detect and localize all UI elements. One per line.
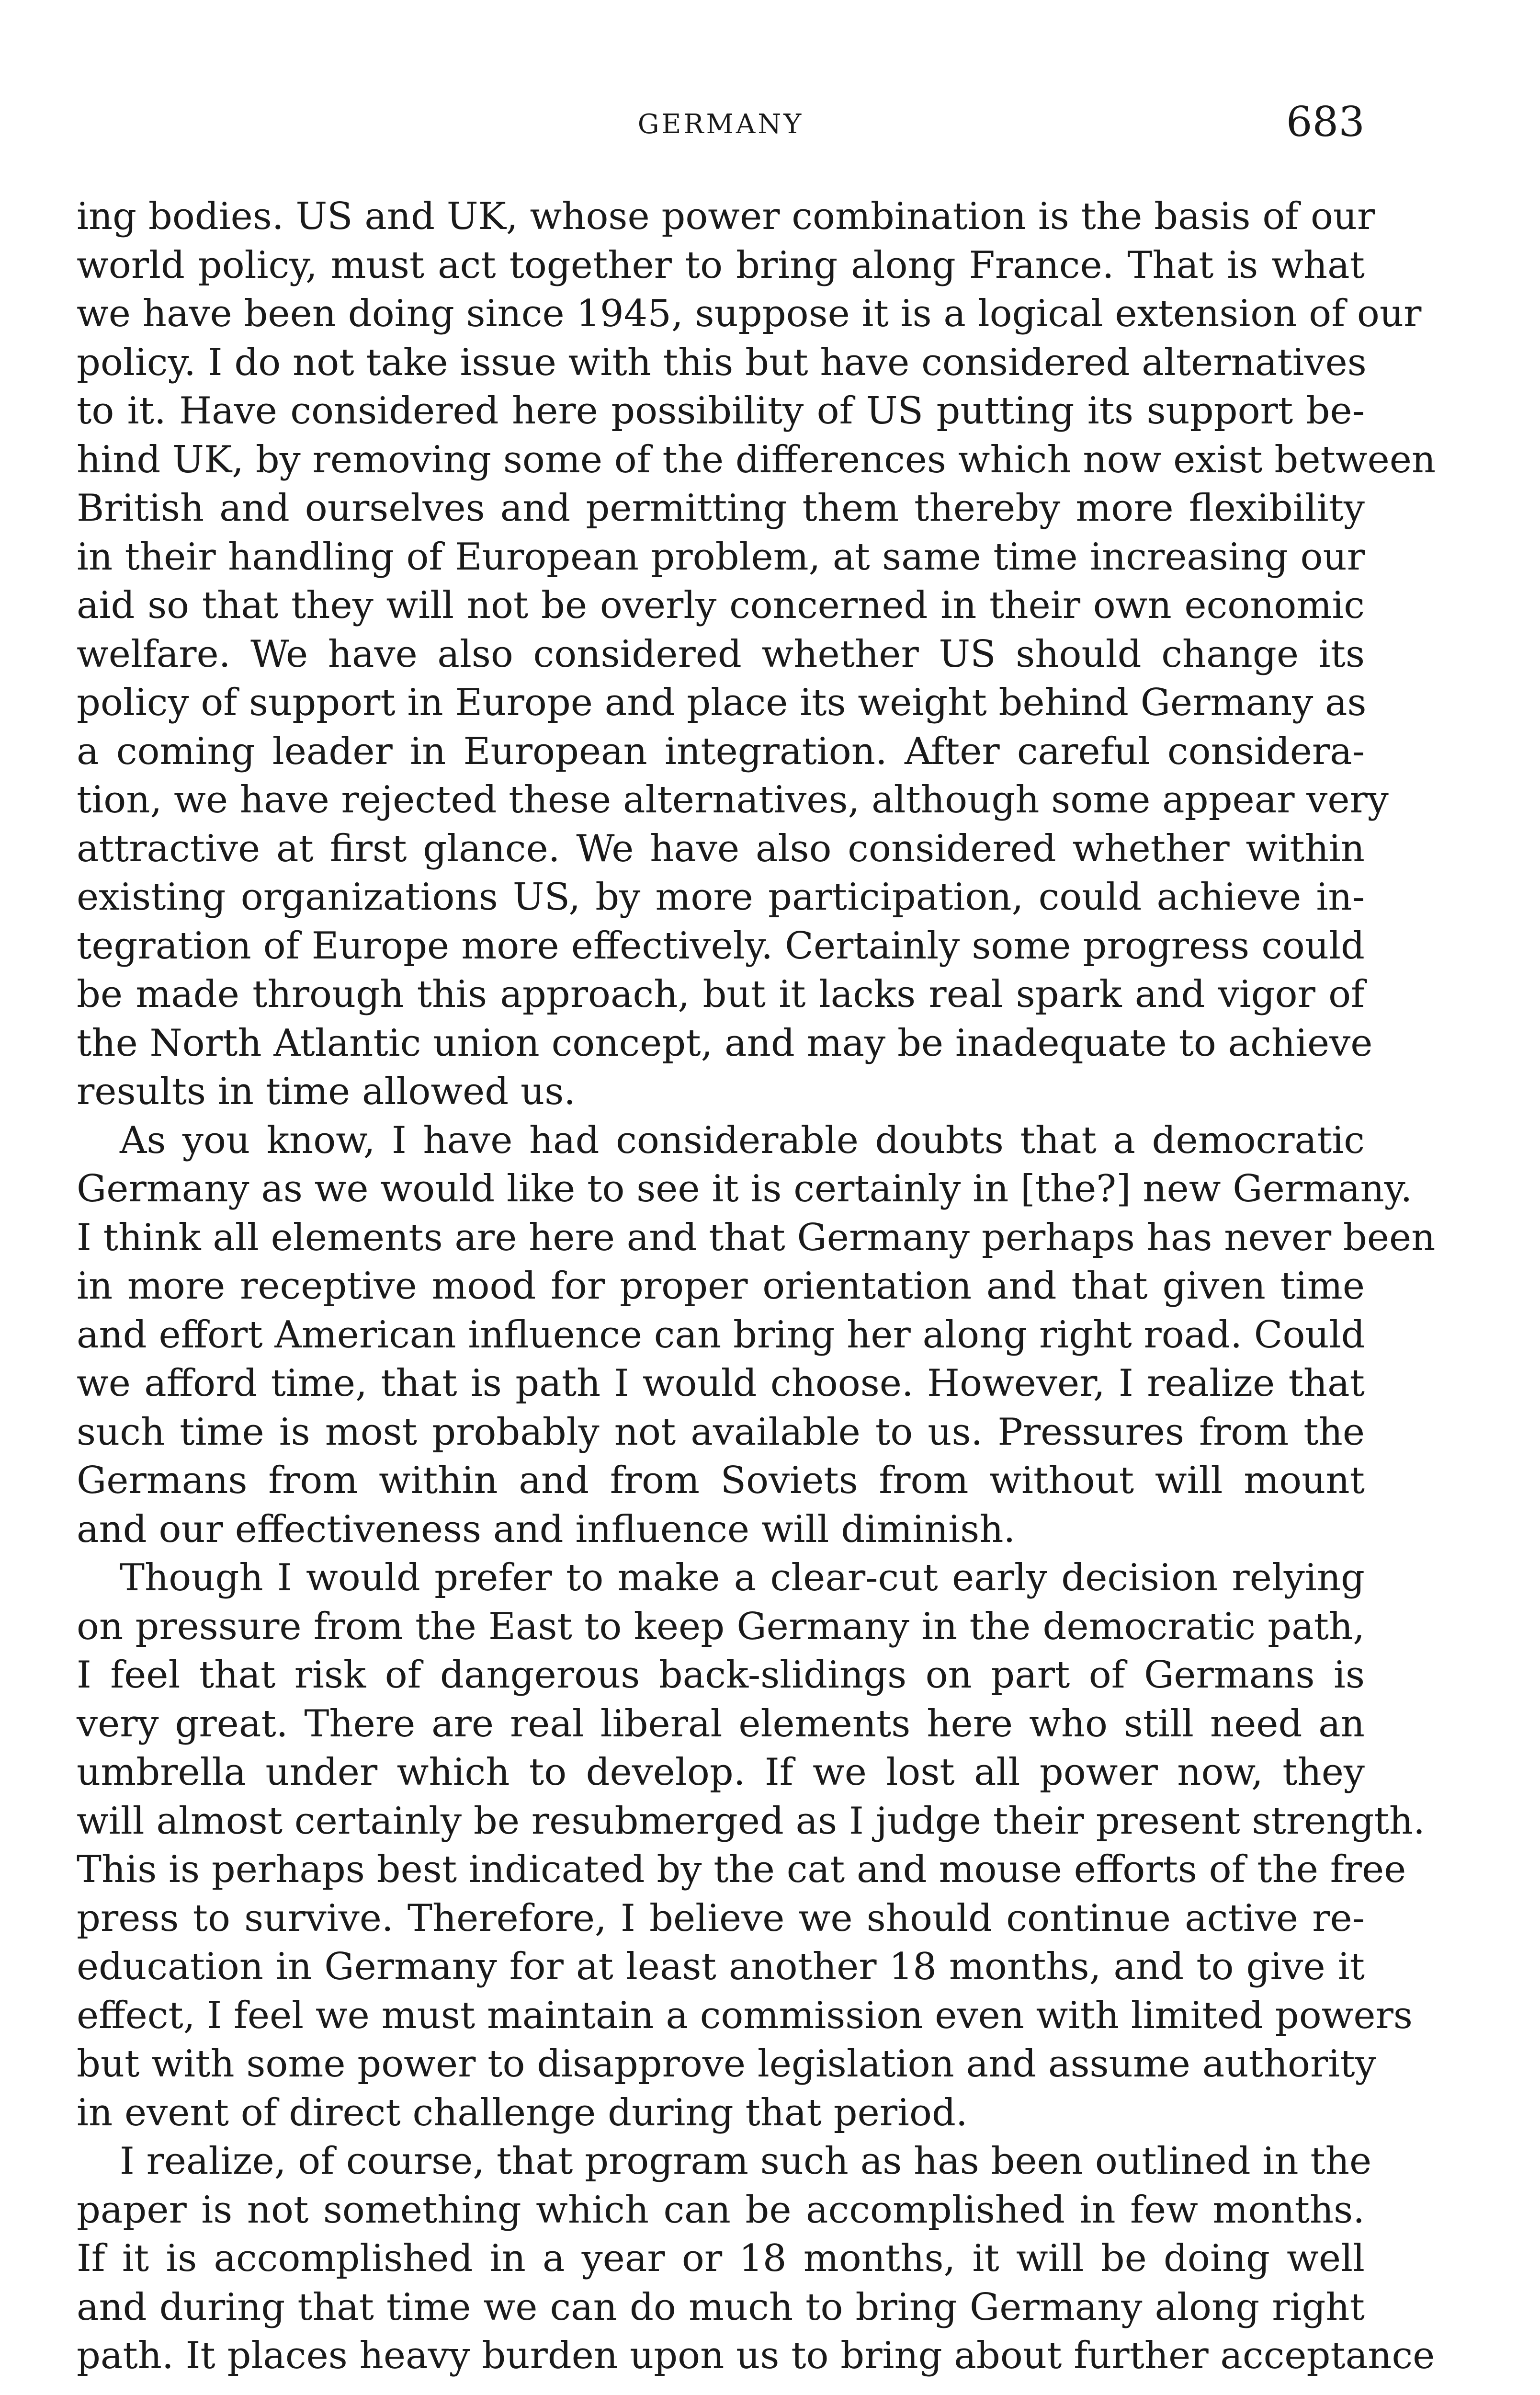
running-title: GERMANY (637, 109, 804, 140)
text-line: and during that time we can do much to bring Germany along right (77, 2285, 1365, 2329)
text-line: such time is most probably not available to us. Pressures from the (77, 1410, 1365, 1454)
text-line: tion, we have rejected these alternatives, although some appear very (77, 778, 1389, 821)
text-line: paper is not something which can be accomplished in few months. (77, 2188, 1365, 2232)
text-line: aid so that they will not be overly concerned in their own economic (77, 584, 1365, 627)
text-line: Germans from within and from Soviets from without will mount (77, 1459, 1365, 1502)
text-line: effect, I feel we must maintain a commission even with limited powers (77, 1994, 1413, 2037)
text-line: policy. I do not take issue with this but have considered alternatives (77, 341, 1367, 384)
text-line: I feel that risk of dangerous back-slidings on part of Germans is (77, 1654, 1365, 1697)
text-line: ing bodies. US and UK, whose power combination is the basis of our (77, 195, 1375, 238)
text-line: in more receptive mood for proper orientation and that given time (77, 1265, 1365, 1308)
text-line: existing organizations US, by more participation, could achieve in- (77, 876, 1365, 919)
text-line: results in time allowed us. (77, 1070, 576, 1113)
text-line: on pressure from the East to keep Germany in the democratic path, (77, 1605, 1365, 1648)
text-line: and effort American influence can bring her along right road. Could (77, 1313, 1365, 1357)
text-line: British and ourselves and permitting them thereby more flexibility (77, 487, 1365, 530)
text-line: welfare. We have also considered whether US should change its (77, 632, 1365, 676)
text-line: a coming leader in European integration. After careful considera- (77, 730, 1365, 773)
text-line: path. It places heavy burden upon us to bring about further acceptance (77, 2334, 1435, 2377)
paragraph (77, 1554, 1425, 2137)
text-line: in their handling of European problem, at same time increasing our (77, 535, 1365, 579)
page-number: 683 (1286, 98, 1365, 146)
text-line: I think all elements are here and that Germany perhaps has never been (77, 1216, 1436, 1259)
text-line: If it is accomplished in a year or 18 months, it will be doing well (77, 2237, 1365, 2280)
paragraph (77, 193, 1436, 1117)
text-line: but with some power to disapprove legislation and assume authority (77, 2042, 1376, 2086)
text-line: Germany as we would like to see it is certainly in [the?] new Germany. (77, 1167, 1413, 1210)
running-head (77, 98, 1365, 160)
text-line: very great. There are real liberal elements here who still need an (77, 1702, 1365, 1745)
text-line: we afford time, that is path I would choose. However, I realize that (77, 1362, 1365, 1405)
text-line: to it. Have considered here possibility of US putting its support be- (77, 389, 1365, 433)
text-line: umbrella under which to develop. If we lost all power now, they (77, 1751, 1365, 1794)
text-line: the North Atlantic union concept, and may be inadequate to achieve (77, 1021, 1373, 1065)
text-line: press to survive. Therefore, I believe we should continue active re- (77, 1896, 1365, 1940)
text-line: I realize, of course, that program such as has been outlined in the (120, 2140, 1372, 2183)
text-line: As you know, I have had considerable doubts that a democratic (120, 1118, 1365, 1162)
text-line: Though I would prefer to make a clear-cut early decision relying (120, 1556, 1365, 1599)
paragraph (77, 2137, 1435, 2381)
text-line: hind UK, by removing some of the differences which now exist between (77, 438, 1436, 481)
text-line: be made through this approach, but it lacks real spark and vigor of (77, 973, 1365, 1016)
text-line: we have been doing since 1945, suppose it is a logical extension of our (77, 292, 1422, 335)
text-line: policy of support in Europe and place its weight behind Germany as (77, 681, 1367, 724)
text-line: tegration of Europe more effectively. Certainly some progress could (77, 924, 1365, 968)
text-line: education in Germany for at least another 18 months, and to give it (77, 1945, 1365, 1988)
text-line: and our effectiveness and influence will diminish. (77, 1507, 1016, 1551)
text-line: in event of direct challenge during that period. (77, 2091, 968, 2134)
text-line: will almost certainly be resubmerged as I judge their present strength. (77, 1799, 1425, 1843)
text-line: This is perhaps best indicated by the cat and mouse efforts of the free (77, 1848, 1406, 1891)
paragraph (77, 1117, 1436, 1554)
body-text (77, 193, 1436, 2381)
text-line: world policy, must act together to bring along France. That is what (77, 243, 1365, 287)
text-line: attractive at first glance. We have also considered whether within (77, 827, 1365, 870)
